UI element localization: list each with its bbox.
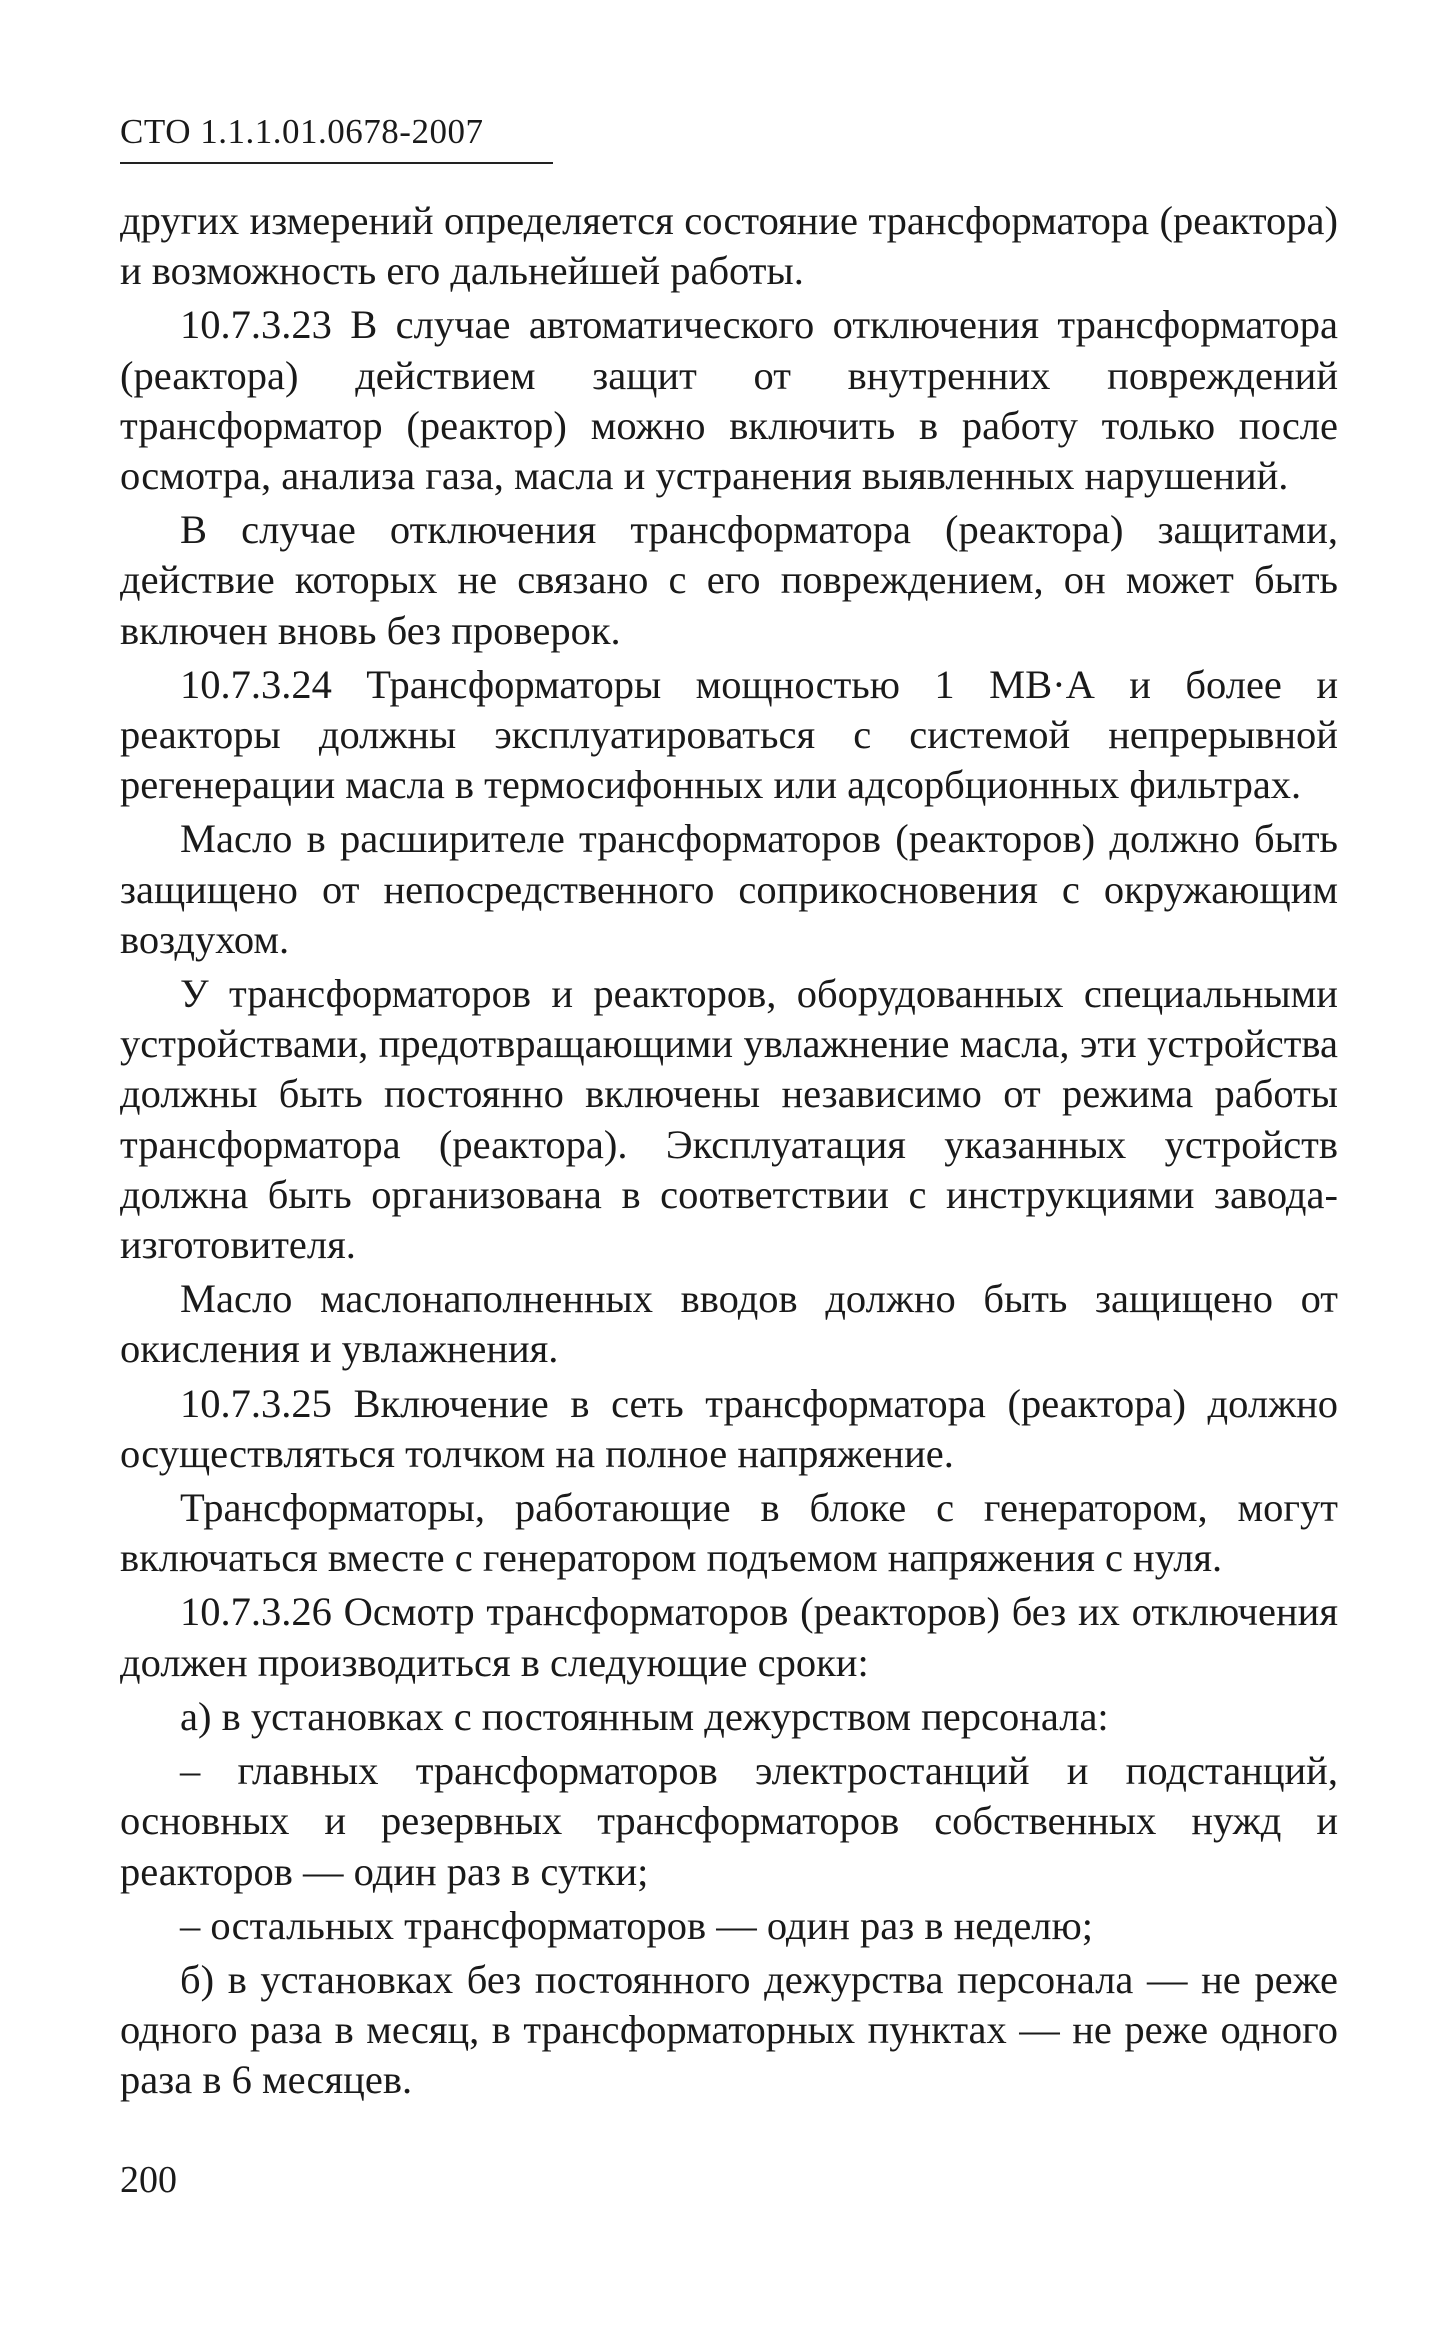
list-item-a: а) в установках с постоянным дежурством персонала: — [180, 1693, 1109, 1739]
list-item-dash: – остальных трансформаторов — один раз в неделю; — [180, 1902, 1094, 1948]
paragraph: У трансформаторов и реакторов, оборудованных специальными устройствами, предотвращающими увлажнение масла, эти устройства должны быть постоянно включены независимо от режима работы трансформатора (реактора). Эксплуатация указанных устройств должна быть организована в соответствии с инструкциями завода-изготовителя. — [120, 971, 1338, 1268]
paragraph-10-7-3-26: 10.7.3.26 Осмотр трансформаторов (реакторов) без их отключения должен производиться в следующие сроки: — [120, 1589, 1338, 1685]
body-text — [120, 196, 1338, 2106]
paragraph-continuation: других измерений определяется состояние трансформатора (реактора) и возможность его дальнейшей работы. — [120, 198, 1338, 294]
page-number: 200 — [120, 2159, 177, 2201]
list-item-b: б) в установках без постоянного дежурства персонала — не реже одного раза в месяц, в трансформаторных пунктах — не реже одного раза в 6 месяцев. — [120, 1956, 1338, 2103]
paragraph-10-7-3-23: 10.7.3.23 В случае автоматического отключения трансформатора (реактора) действием защит от внутренних повреждений трансформатор (реактор) можно включить в работу только после осмотра, анализа газа, масла и устранения выявленных нарушений. — [120, 302, 1338, 499]
paragraph-10-7-3-24: 10.7.3.24 Трансформаторы мощностью 1 МВ·А и более и реакторы должны эксплуатироваться с системой непрерывной регенерации масла в термосифонных или адсорбционных фильтрах. — [120, 661, 1338, 808]
paragraph: Масло в расширителе трансформаторов (реакторов) должно быть защищено от непосредственного соприкосновения с окружающим воздухом. — [120, 816, 1338, 962]
paragraph-10-7-3-25: 10.7.3.25 Включение в сеть трансформатора (реактора) должно осуществляться толчком на полное напряжение. — [120, 1380, 1338, 1476]
running-header: СТО 1.1.1.01.0678-2007 — [120, 112, 484, 151]
paragraph: В случае отключения трансформатора (реактора) защитами, действие которых не связано с его повреждением, он может быть включен вновь без проверок. — [120, 507, 1338, 653]
header-rule — [120, 162, 553, 164]
list-item-dash: – главных трансформаторов электростанций и подстанций, основных и резервных трансформаторов собственных нужд и реакторов — один раз в сутки; — [120, 1748, 1338, 1894]
paragraph: Трансформаторы, работающие в блоке с генератором, могут включаться вместе с генератором подъемом напряжения с нуля. — [120, 1485, 1338, 1581]
paragraph: Масло маслонаполненных вводов должно быть защищено от окисления и увлажнения. — [120, 1276, 1338, 1372]
